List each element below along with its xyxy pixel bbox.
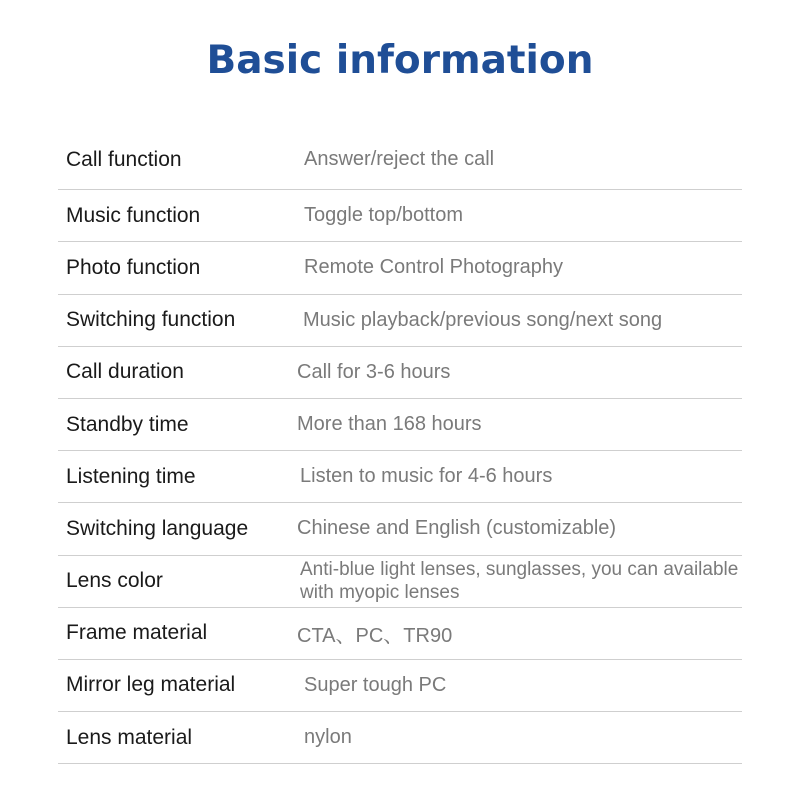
- spec-value: Anti-blue light lenses, sunglasses, you can available with myopic lenses: [300, 559, 739, 604]
- spec-label: Switching language: [66, 516, 249, 540]
- spec-label: Call function: [66, 147, 182, 171]
- spec-label: Lens material: [66, 725, 193, 749]
- spec-value: More than 168 hours: [297, 413, 482, 436]
- spec-row-music-function: [58, 190, 742, 242]
- spec-value: CTA、PC、TR90: [297, 624, 453, 647]
- spec-value: nylon: [304, 726, 352, 749]
- spec-value: Toggle top/bottom: [304, 204, 463, 227]
- spec-row-call-duration: [58, 347, 742, 399]
- spec-label: Call duration: [66, 360, 184, 384]
- spec-value: Super tough PC: [304, 673, 447, 696]
- spec-label: Listening time: [66, 464, 196, 488]
- spec-label: Frame material: [66, 621, 208, 645]
- spec-row-photo-function: [58, 242, 742, 294]
- spec-label: Music function: [66, 203, 201, 227]
- spec-row-switching-language: [58, 503, 742, 555]
- spec-value: Remote Control Photography: [304, 256, 564, 279]
- spec-row-frame-material: [58, 608, 742, 660]
- spec-row-call-function: [58, 138, 742, 190]
- spec-label: Switching function: [66, 308, 236, 332]
- spec-row-mirror-leg-material: [58, 660, 742, 712]
- page-title: Basic information: [206, 38, 594, 83]
- spec-value: Chinese and English (customizable): [297, 517, 617, 540]
- spec-value: Music playback/previous song/next song: [303, 308, 663, 331]
- spec-row-lens-color: [58, 556, 742, 608]
- spec-label: Standby time: [66, 412, 189, 436]
- spec-label: Lens color: [66, 569, 163, 593]
- spec-value: Listen to music for 4-6 hours: [300, 465, 553, 488]
- spec-label: Mirror leg material: [66, 673, 236, 697]
- spec-table: [58, 138, 742, 764]
- spec-row-standby-time: [58, 399, 742, 451]
- spec-value: Call for 3-6 hours: [297, 360, 451, 383]
- spec-row-switching-function: [58, 295, 742, 347]
- spec-row-listening-time: [58, 451, 742, 503]
- spec-value: Answer/reject the call: [304, 148, 495, 171]
- spec-label: Photo function: [66, 255, 201, 279]
- spec-row-lens-material: [58, 712, 742, 764]
